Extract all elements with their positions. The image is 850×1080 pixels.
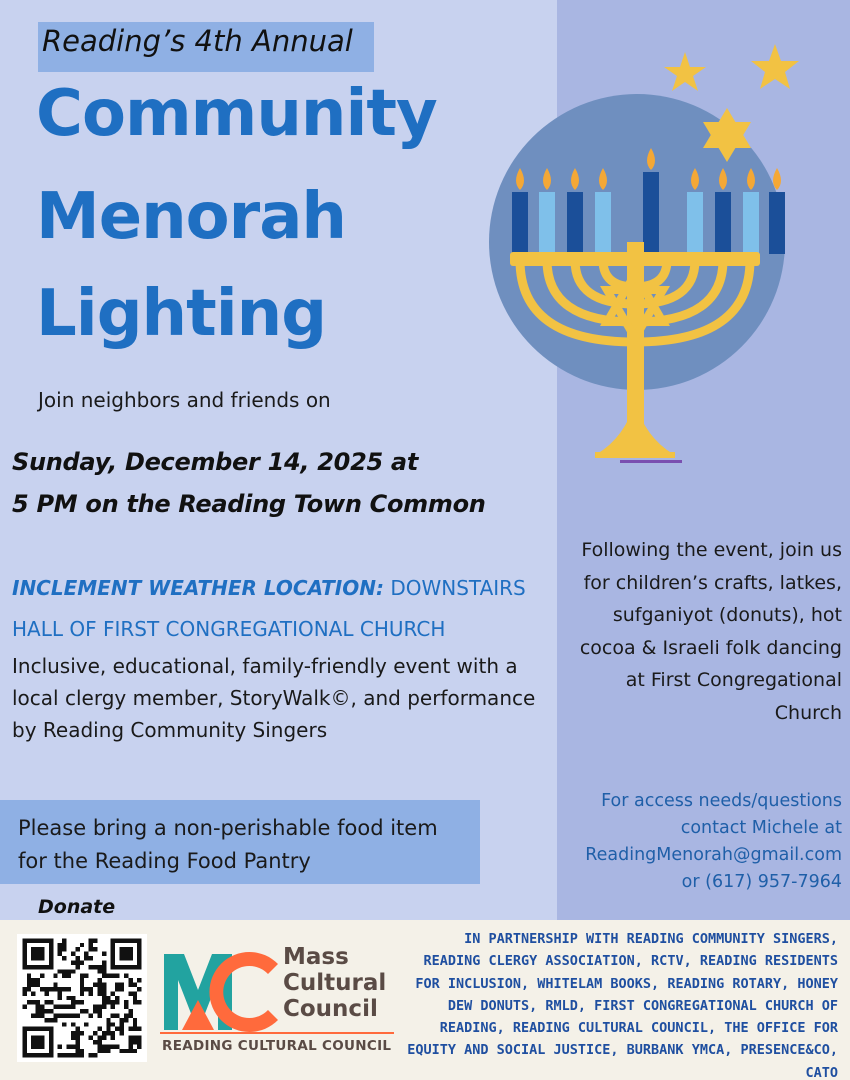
weather-line-1: [12, 576, 526, 600]
intro-text: Join neighbors and friends on: [38, 388, 331, 412]
date-line-2: 5 PM on the Reading Town Common: [12, 490, 486, 518]
access-line-2: contact Michele at: [680, 818, 842, 838]
star-icon: [751, 44, 799, 89]
partners-text: IN PARTNERSHIP WITH READING COMMUNITY SINGERS, READING CLERGY ASSOCIATION, RCTV, READING RESIDENTS FOR INCLUSION, WHITELAM BOOKS, READING ROTARY, HONEY DEW DONUTS, RMLD, FIRST CONGREGATIONAL CHURCH OF READING, READING CULTURAL COUNCIL, THE OFFICE FOR EQUITY AND SOCIAL JUSTICE, BURBANK YMCA, PRESENCE&CO, CATO: [407, 931, 838, 1080]
candle: [687, 192, 703, 254]
mcc-divider: [160, 1032, 394, 1034]
food-pantry-text: Please bring a non-perishable food item for the Reading Food Pantry: [18, 816, 438, 873]
title-line-3: Lighting: [36, 277, 326, 351]
weather-label: INCLEMENT WEATHER LOCATION:: [12, 576, 384, 600]
mcc-name: [283, 944, 386, 1022]
candle: [769, 192, 785, 254]
event-description: Inclusive, educational, family-friendly event with a local clergy member, StoryWalk©, and performance by Reading Community Singers: [12, 654, 536, 742]
star-icon: [664, 52, 706, 91]
mcc-name-line: Mass: [283, 944, 349, 970]
candle: [567, 192, 583, 254]
access-phone: or (617) 957-7964: [681, 872, 842, 892]
candle: [512, 192, 528, 254]
weather-location-a: DOWNSTAIRS: [390, 576, 526, 600]
annual-heading: Reading’s 4th Annual: [42, 24, 353, 58]
reading-cultural-council-label: READING CULTURAL COUNCIL: [162, 1038, 392, 1054]
candle: [643, 172, 659, 254]
mcc-name-line: Cultural: [283, 970, 387, 996]
qr-code[interactable]: [17, 934, 147, 1062]
mcc-name-line: Council: [283, 996, 378, 1022]
title-line-1: Community: [36, 77, 437, 151]
candle: [595, 192, 611, 254]
access-email-link[interactable]: ReadingMenorah@gmail.com: [585, 845, 842, 865]
donate-label[interactable]: Donate: [38, 896, 116, 918]
access-info: [560, 788, 842, 896]
date-line-1: Sunday, December 14, 2025 at: [12, 448, 418, 476]
access-line-1: For access needs/questions: [601, 791, 842, 811]
menorah-illustration: [485, 42, 815, 472]
following-event-text: Following the event, join us for children’s crafts, latkes, sufganiyot (donuts), hot cocoa & Israeli folk dancing at First Congregational Church: [579, 539, 842, 724]
candle: [715, 192, 731, 254]
title-line-2: Menorah: [36, 180, 346, 254]
weather-location-b: HALL OF FIRST CONGREGATIONAL CHURCH: [12, 617, 446, 641]
candle: [539, 192, 555, 254]
candle: [743, 192, 759, 254]
